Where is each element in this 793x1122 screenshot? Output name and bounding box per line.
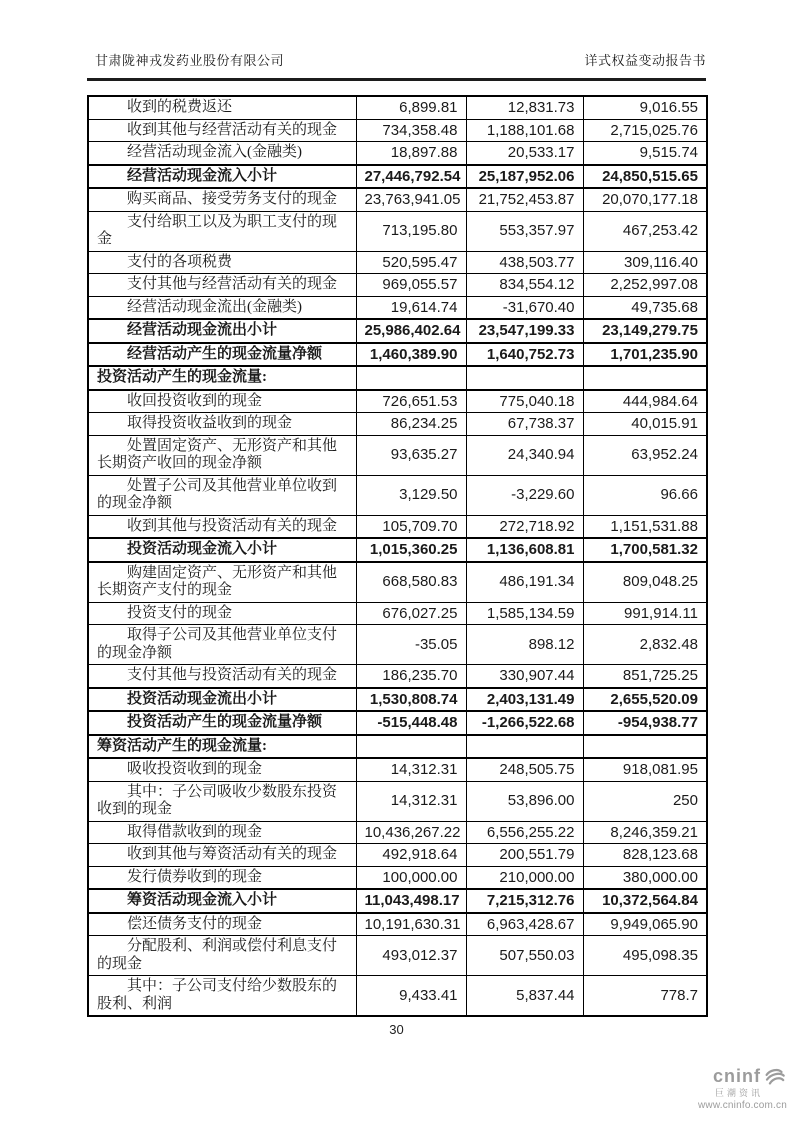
value-cell: -31,670.40: [466, 296, 583, 319]
value-cell: 96.66: [583, 475, 707, 515]
value-cell: 1,530,808.74: [356, 688, 466, 712]
table-row: [88, 188, 707, 211]
value-cell: 14,312.31: [356, 781, 466, 821]
value-cell: 24,340.94: [466, 435, 583, 475]
value-cell: 1,188,101.68: [466, 119, 583, 142]
table-row: [88, 319, 707, 343]
cninfo-swirl-icon: [763, 1066, 787, 1088]
value-cell: 100,000.00: [356, 866, 466, 889]
value-cell: 9,433.41: [356, 976, 466, 1017]
value-cell: 27,446,792.54: [356, 165, 466, 189]
table-row: [88, 211, 707, 251]
value-cell: 12,831.73: [466, 96, 583, 119]
value-cell: 1,015,360.25: [356, 538, 466, 562]
cash-flow-table-container: [87, 95, 707, 1017]
value-cell: 809,048.25: [583, 562, 707, 603]
table-row: [88, 665, 707, 688]
row-label-cell: 取得借款收到的现金: [88, 821, 356, 844]
value-cell: [356, 735, 466, 759]
value-cell: 495,098.35: [583, 936, 707, 976]
value-cell: 438,503.77: [466, 251, 583, 274]
table-row: [88, 142, 707, 165]
header-doc-title: 详式权益变动报告书: [584, 53, 706, 68]
cninfo-brand-row: [698, 1066, 787, 1088]
table-row: [88, 711, 707, 735]
value-cell: 486,191.34: [466, 562, 583, 603]
row-label-cell: 支付其他与经营活动有关的现金: [88, 274, 356, 297]
table-row: [88, 936, 707, 976]
value-cell: 898.12: [466, 625, 583, 665]
value-cell: -1,266,522.68: [466, 711, 583, 735]
row-label-cell: 经营活动现金流出(金融类): [88, 296, 356, 319]
table-row: [88, 165, 707, 189]
cninfo-name-cn: 巨潮资讯: [714, 1088, 763, 1098]
value-cell: 1,700,581.32: [583, 538, 707, 562]
table-row: [88, 119, 707, 142]
value-cell: 444,984.64: [583, 390, 707, 413]
table-row: [88, 366, 707, 390]
row-label-cell: 吸收投资收到的现金: [88, 758, 356, 781]
table-row: [88, 844, 707, 867]
value-cell: 21,752,453.87: [466, 188, 583, 211]
value-cell: 520,595.47: [356, 251, 466, 274]
value-cell: 553,357.97: [466, 211, 583, 251]
value-cell: -515,448.48: [356, 711, 466, 735]
value-cell: 11,043,498.17: [356, 889, 466, 913]
value-cell: 507,550.03: [466, 936, 583, 976]
value-cell: 20,533.17: [466, 142, 583, 165]
row-label-cell: 收到其他与投资活动有关的现金: [88, 515, 356, 538]
value-cell: [356, 366, 466, 390]
value-cell: 250: [583, 781, 707, 821]
row-label-cell: 其中：子公司吸收少数股东投资收到的现金: [88, 781, 356, 821]
value-cell: 248,505.75: [466, 758, 583, 781]
value-cell: 492,918.64: [356, 844, 466, 867]
table-row: [88, 866, 707, 889]
value-cell: 105,709.70: [356, 515, 466, 538]
value-cell: -3,229.60: [466, 475, 583, 515]
table-row: [88, 515, 707, 538]
value-cell: 1,151,531.88: [583, 515, 707, 538]
value-cell: 200,551.79: [466, 844, 583, 867]
table-row: [88, 96, 707, 119]
row-label-cell: 经营活动现金流入(金融类): [88, 142, 356, 165]
table-row: [88, 821, 707, 844]
table-row: [88, 758, 707, 781]
value-cell: 775,040.18: [466, 390, 583, 413]
value-cell: 2,403,131.49: [466, 688, 583, 712]
table-row: [88, 735, 707, 759]
value-cell: [466, 735, 583, 759]
value-cell: 991,914.11: [583, 602, 707, 625]
value-cell: 25,187,952.06: [466, 165, 583, 189]
value-cell: 14,312.31: [356, 758, 466, 781]
page-header: [87, 50, 706, 69]
value-cell: 2,832.48: [583, 625, 707, 665]
value-cell: 9,515.74: [583, 142, 707, 165]
value-cell: 1,460,389.90: [356, 343, 466, 367]
value-cell: 10,191,630.31: [356, 913, 466, 936]
table-row: [88, 781, 707, 821]
row-label-cell: 其中：子公司支付给少数股东的股利、利润: [88, 976, 356, 1017]
value-cell: 828,123.68: [583, 844, 707, 867]
value-cell: 851,725.25: [583, 665, 707, 688]
value-cell: 186,235.70: [356, 665, 466, 688]
table-row: [88, 435, 707, 475]
value-cell: 1,701,235.90: [583, 343, 707, 367]
value-cell: 834,554.12: [466, 274, 583, 297]
value-cell: 49,735.68: [583, 296, 707, 319]
value-cell: [466, 366, 583, 390]
page-number: 30: [389, 1022, 404, 1037]
value-cell: 25,986,402.64: [356, 319, 466, 343]
value-cell: 6,556,255.22: [466, 821, 583, 844]
cash-flow-table: [87, 95, 708, 1017]
value-cell: 19,614.74: [356, 296, 466, 319]
table-row: [88, 413, 707, 436]
row-label-cell: 收回投资收到的现金: [88, 390, 356, 413]
value-cell: 2,252,997.08: [583, 274, 707, 297]
value-cell: 778.7: [583, 976, 707, 1017]
value-cell: -954,938.77: [583, 711, 707, 735]
cninfo-logo: [698, 1066, 787, 1111]
value-cell: 1,585,134.59: [466, 602, 583, 625]
value-cell: 24,850,515.65: [583, 165, 707, 189]
row-label-cell: 收到其他与筹资活动有关的现金: [88, 844, 356, 867]
table-row: [88, 976, 707, 1017]
row-label-cell: 处置子公司及其他营业单位收到的现金净额: [88, 475, 356, 515]
value-cell: 9,016.55: [583, 96, 707, 119]
value-cell: 53,896.00: [466, 781, 583, 821]
value-cell: -35.05: [356, 625, 466, 665]
value-cell: 9,949,065.90: [583, 913, 707, 936]
table-row: [88, 625, 707, 665]
table-row: [88, 296, 707, 319]
row-label-cell: 收到其他与经营活动有关的现金: [88, 119, 356, 142]
value-cell: 10,436,267.22: [356, 821, 466, 844]
table-row: [88, 913, 707, 936]
value-cell: 23,547,199.33: [466, 319, 583, 343]
value-cell: 93,635.27: [356, 435, 466, 475]
value-cell: 330,907.44: [466, 665, 583, 688]
value-cell: 380,000.00: [583, 866, 707, 889]
value-cell: [583, 735, 707, 759]
value-cell: 18,897.88: [356, 142, 466, 165]
row-label-cell: 发行债券收到的现金: [88, 866, 356, 889]
value-cell: 2,715,025.76: [583, 119, 707, 142]
value-cell: 86,234.25: [356, 413, 466, 436]
value-cell: 493,012.37: [356, 936, 466, 976]
cninfo-brand-text: cninf: [713, 1066, 761, 1087]
table-row: [88, 390, 707, 413]
table-row: [88, 538, 707, 562]
value-cell: 467,253.42: [583, 211, 707, 251]
row-label-cell: 收到的税费返还: [88, 96, 356, 119]
value-cell: 309,116.40: [583, 251, 707, 274]
row-label-cell: 支付其他与投资活动有关的现金: [88, 665, 356, 688]
row-label-cell: 支付的各项税费: [88, 251, 356, 274]
table-row: [88, 562, 707, 603]
row-label-cell: 分配股利、利润或偿付利息支付的现金: [88, 936, 356, 976]
table-row: [88, 274, 707, 297]
value-cell: 210,000.00: [466, 866, 583, 889]
header-divider: [87, 78, 706, 81]
row-label-cell: 取得子公司及其他营业单位支付的现金净额: [88, 625, 356, 665]
value-cell: 734,358.48: [356, 119, 466, 142]
value-cell: 23,763,941.05: [356, 188, 466, 211]
cninfo-url: www.cninfo.com.cn: [698, 1099, 787, 1111]
row-label-cell: 经营活动产生的现金流量净额: [88, 343, 356, 367]
value-cell: 969,055.57: [356, 274, 466, 297]
section-header-cell: 筹资活动产生的现金流量:: [88, 735, 356, 759]
value-cell: 20,070,177.18: [583, 188, 707, 211]
value-cell: 8,246,359.21: [583, 821, 707, 844]
row-label-cell: 投资活动现金流入小计: [88, 538, 356, 562]
row-label-cell: 投资支付的现金: [88, 602, 356, 625]
value-cell: 23,149,279.75: [583, 319, 707, 343]
table-row: [88, 251, 707, 274]
table-row: [88, 602, 707, 625]
value-cell: 918,081.95: [583, 758, 707, 781]
value-cell: 63,952.24: [583, 435, 707, 475]
value-cell: 1,640,752.73: [466, 343, 583, 367]
value-cell: 10,372,564.84: [583, 889, 707, 913]
value-cell: 1,136,608.81: [466, 538, 583, 562]
value-cell: 726,651.53: [356, 390, 466, 413]
header-company-name: 甘肃陇神戎发药业股份有限公司: [95, 53, 285, 68]
value-cell: 40,015.91: [583, 413, 707, 436]
row-label-cell: 投资活动产生的现金流量净额: [88, 711, 356, 735]
table-row: [88, 889, 707, 913]
value-cell: 713,195.80: [356, 211, 466, 251]
value-cell: 6,963,428.67: [466, 913, 583, 936]
row-label-cell: 购建固定资产、无形资产和其他长期资产支付的现金: [88, 562, 356, 603]
value-cell: 5,837.44: [466, 976, 583, 1017]
row-label-cell: 处置固定资产、无形资产和其他长期资产收回的现金净额: [88, 435, 356, 475]
value-cell: 67,738.37: [466, 413, 583, 436]
row-label-cell: 投资活动现金流出小计: [88, 688, 356, 712]
row-label-cell: 取得投资收益收到的现金: [88, 413, 356, 436]
value-cell: 676,027.25: [356, 602, 466, 625]
value-cell: 7,215,312.76: [466, 889, 583, 913]
value-cell: 272,718.92: [466, 515, 583, 538]
table-row: [88, 475, 707, 515]
value-cell: 3,129.50: [356, 475, 466, 515]
value-cell: 2,655,520.09: [583, 688, 707, 712]
table-row: [88, 688, 707, 712]
table-row: [88, 343, 707, 367]
value-cell: [583, 366, 707, 390]
value-cell: 6,899.81: [356, 96, 466, 119]
row-label-cell: 支付给职工以及为职工支付的现金: [88, 211, 356, 251]
row-label-cell: 购买商品、接受劳务支付的现金: [88, 188, 356, 211]
value-cell: 668,580.83: [356, 562, 466, 603]
row-label-cell: 经营活动现金流出小计: [88, 319, 356, 343]
section-header-cell: 投资活动产生的现金流量:: [88, 366, 356, 390]
row-label-cell: 经营活动现金流入小计: [88, 165, 356, 189]
row-label-cell: 筹资活动现金流入小计: [88, 889, 356, 913]
row-label-cell: 偿还债务支付的现金: [88, 913, 356, 936]
